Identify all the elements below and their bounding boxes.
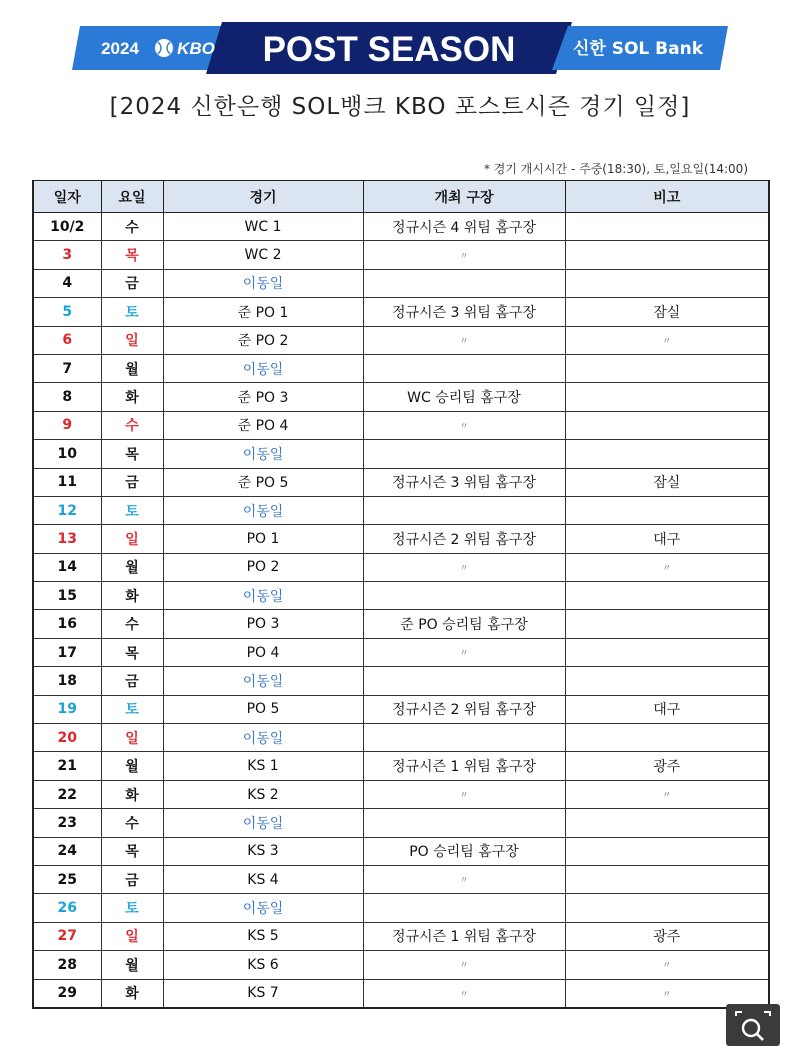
- table-row: [33, 298, 769, 326]
- game-cell: KS 6: [163, 951, 363, 979]
- day-cell: 수: [101, 610, 163, 638]
- table-row: [33, 610, 769, 638]
- day-cell: 월: [101, 752, 163, 780]
- game-cell: WC 1: [163, 213, 363, 241]
- table-row: [33, 440, 769, 468]
- note-cell: 〃: [565, 979, 769, 1008]
- date-cell: 6: [33, 326, 101, 354]
- date-cell: 4: [33, 269, 101, 297]
- venue-cell: 정규시즌 1 위팀 홈구장: [363, 922, 565, 950]
- day-cell: 금: [101, 865, 163, 893]
- note-cell: 대구: [565, 695, 769, 723]
- table-row: [33, 468, 769, 496]
- banner-year: 2024: [101, 39, 139, 58]
- date-cell: 16: [33, 610, 101, 638]
- day-cell: 토: [101, 894, 163, 922]
- venue-cell: 정규시즌 3 위팀 홈구장: [363, 468, 565, 496]
- note-cell: 〃: [565, 780, 769, 808]
- venue-cell: 정규시즌 3 위팀 홈구장: [363, 298, 565, 326]
- banner-title: POST SEASON: [262, 30, 516, 69]
- table-row: [33, 809, 769, 837]
- day-cell: 화: [101, 780, 163, 808]
- day-cell: 토: [101, 298, 163, 326]
- day-cell: 수: [101, 213, 163, 241]
- day-cell: 토: [101, 695, 163, 723]
- table-row: [33, 241, 769, 269]
- banner-sponsor: 신한 SOL Bank: [572, 39, 704, 59]
- schedule-subtitle: [2024 신한은행 SOL뱅크 KBO 포스트시즌 경기 일정]: [109, 94, 691, 120]
- table-row: [33, 894, 769, 922]
- note-cell: [565, 610, 769, 638]
- header-note: 비고: [565, 181, 769, 213]
- table-row: [33, 724, 769, 752]
- venue-cell: 〃: [363, 241, 565, 269]
- venue-cell: 〃: [363, 865, 565, 893]
- table-row: [33, 553, 769, 581]
- date-cell: 20: [33, 724, 101, 752]
- date-cell: 3: [33, 241, 101, 269]
- game-cell: KS 1: [163, 752, 363, 780]
- day-cell: 월: [101, 951, 163, 979]
- date-cell: 17: [33, 638, 101, 666]
- day-cell: 목: [101, 837, 163, 865]
- date-cell: 25: [33, 865, 101, 893]
- game-cell: 준 PO 1: [163, 298, 363, 326]
- note-cell: [565, 582, 769, 610]
- table-row: [33, 582, 769, 610]
- game-cell: 이동일: [163, 667, 363, 695]
- venue-cell: 〃: [363, 411, 565, 439]
- venue-cell: [363, 894, 565, 922]
- note-cell: [565, 724, 769, 752]
- table-row: [33, 383, 769, 411]
- note-cell: [565, 894, 769, 922]
- game-cell: 이동일: [163, 724, 363, 752]
- date-cell: 19: [33, 695, 101, 723]
- game-cell: PO 2: [163, 553, 363, 581]
- venue-cell: [363, 440, 565, 468]
- date-cell: 13: [33, 525, 101, 553]
- venue-cell: [363, 724, 565, 752]
- table-row: [33, 979, 769, 1008]
- day-cell: 목: [101, 440, 163, 468]
- schedule-table: [32, 180, 770, 1009]
- game-cell: KS 3: [163, 837, 363, 865]
- date-cell: 5: [33, 298, 101, 326]
- day-cell: 토: [101, 496, 163, 524]
- note-cell: [565, 213, 769, 241]
- game-cell: PO 1: [163, 525, 363, 553]
- day-cell: 화: [101, 383, 163, 411]
- day-cell: 일: [101, 326, 163, 354]
- day-cell: 월: [101, 553, 163, 581]
- game-cell: 준 PO 2: [163, 326, 363, 354]
- game-cell: 이동일: [163, 354, 363, 382]
- note-cell: [565, 865, 769, 893]
- game-cell: 준 PO 3: [163, 383, 363, 411]
- table-row: [33, 865, 769, 893]
- venue-cell: [363, 354, 565, 382]
- date-cell: 15: [33, 582, 101, 610]
- table-row: [33, 951, 769, 979]
- kbo-ball-icon: [155, 39, 173, 57]
- table-row: [33, 837, 769, 865]
- day-cell: 금: [101, 667, 163, 695]
- note-cell: 광주: [565, 922, 769, 950]
- game-cell: WC 2: [163, 241, 363, 269]
- venue-cell: 〃: [363, 951, 565, 979]
- date-cell: 18: [33, 667, 101, 695]
- game-cell: 이동일: [163, 809, 363, 837]
- table-row: [33, 213, 769, 241]
- day-cell: 화: [101, 979, 163, 1008]
- date-cell: 23: [33, 809, 101, 837]
- header-date: 일자: [33, 181, 101, 213]
- table-row: [33, 411, 769, 439]
- venue-cell: 정규시즌 1 위팀 홈구장: [363, 752, 565, 780]
- table-row: [33, 269, 769, 297]
- date-cell: 11: [33, 468, 101, 496]
- day-cell: 목: [101, 241, 163, 269]
- note-cell: 광주: [565, 752, 769, 780]
- table-row: [33, 695, 769, 723]
- date-cell: 21: [33, 752, 101, 780]
- game-cell: 이동일: [163, 894, 363, 922]
- day-cell: 수: [101, 411, 163, 439]
- table-row: [33, 667, 769, 695]
- game-cell: 준 PO 5: [163, 468, 363, 496]
- table-row: [33, 496, 769, 524]
- date-cell: 24: [33, 837, 101, 865]
- table-row: [33, 638, 769, 666]
- zoom-search-icon: [726, 1004, 780, 1046]
- venue-cell: [363, 269, 565, 297]
- venue-cell: [363, 582, 565, 610]
- game-cell: 이동일: [163, 440, 363, 468]
- table-header-row: [33, 181, 769, 213]
- table-row: [33, 326, 769, 354]
- note-cell: [565, 241, 769, 269]
- date-cell: 22: [33, 780, 101, 808]
- note-cell: 〃: [565, 951, 769, 979]
- note-cell: 〃: [565, 326, 769, 354]
- day-cell: 금: [101, 468, 163, 496]
- venue-cell: 정규시즌 2 위팀 홈구장: [363, 525, 565, 553]
- game-cell: KS 7: [163, 979, 363, 1008]
- venue-cell: 〃: [363, 780, 565, 808]
- day-cell: 일: [101, 525, 163, 553]
- note-cell: 잠실: [565, 468, 769, 496]
- venue-cell: [363, 667, 565, 695]
- note-cell: [565, 440, 769, 468]
- day-cell: 목: [101, 638, 163, 666]
- note-cell: [565, 638, 769, 666]
- game-cell: 이동일: [163, 582, 363, 610]
- header-venue: 개최 구장: [363, 181, 565, 213]
- game-cell: 이동일: [163, 496, 363, 524]
- venue-cell: [363, 809, 565, 837]
- table-row: [33, 780, 769, 808]
- venue-cell: 〃: [363, 553, 565, 581]
- date-cell: 10/2: [33, 213, 101, 241]
- game-cell: PO 3: [163, 610, 363, 638]
- venue-cell: 준 PO 승리팀 홈구장: [363, 610, 565, 638]
- note-cell: [565, 837, 769, 865]
- venue-cell: WC 승리팀 홈구장: [363, 383, 565, 411]
- date-cell: 9: [33, 411, 101, 439]
- date-cell: 29: [33, 979, 101, 1008]
- note-cell: [565, 411, 769, 439]
- note-cell: [565, 667, 769, 695]
- game-cell: PO 4: [163, 638, 363, 666]
- search-zoom-button[interactable]: [726, 1004, 780, 1046]
- note-cell: 대구: [565, 525, 769, 553]
- note-cell: [565, 496, 769, 524]
- table-row: [33, 525, 769, 553]
- venue-cell: 정규시즌 2 위팀 홈구장: [363, 695, 565, 723]
- day-cell: 화: [101, 582, 163, 610]
- note-cell: [565, 269, 769, 297]
- date-cell: 28: [33, 951, 101, 979]
- header-game: 경기: [163, 181, 363, 213]
- venue-cell: [363, 496, 565, 524]
- game-cell: 준 PO 4: [163, 411, 363, 439]
- venue-cell: 정규시즌 4 위팀 홈구장: [363, 213, 565, 241]
- date-cell: 26: [33, 894, 101, 922]
- day-cell: 일: [101, 922, 163, 950]
- date-cell: 27: [33, 922, 101, 950]
- note-cell: [565, 354, 769, 382]
- day-cell: 일: [101, 724, 163, 752]
- note-cell: [565, 383, 769, 411]
- day-cell: 금: [101, 269, 163, 297]
- venue-cell: 〃: [363, 638, 565, 666]
- post-season-banner: [72, 22, 728, 74]
- game-cell: PO 5: [163, 695, 363, 723]
- date-cell: 12: [33, 496, 101, 524]
- game-cell: KS 5: [163, 922, 363, 950]
- table-row: [33, 752, 769, 780]
- game-cell: KS 4: [163, 865, 363, 893]
- game-cell: KS 2: [163, 780, 363, 808]
- note-cell: 〃: [565, 553, 769, 581]
- venue-cell: 〃: [363, 326, 565, 354]
- day-cell: 월: [101, 354, 163, 382]
- note-cell: 잠실: [565, 298, 769, 326]
- date-cell: 10: [33, 440, 101, 468]
- date-cell: 8: [33, 383, 101, 411]
- banner-graphic: [72, 22, 728, 74]
- venue-cell: 〃: [363, 979, 565, 1008]
- day-cell: 수: [101, 809, 163, 837]
- date-cell: 7: [33, 354, 101, 382]
- table-row: [33, 922, 769, 950]
- date-cell: 14: [33, 553, 101, 581]
- table-row: [33, 354, 769, 382]
- game-cell: 이동일: [163, 269, 363, 297]
- banner-league: KBO: [177, 39, 215, 58]
- header-day: 요일: [101, 181, 163, 213]
- start-time-note: * 경기 개시시간 - 주중(18:30), 토,일요일(14:00): [483, 162, 748, 176]
- note-cell: [565, 809, 769, 837]
- venue-cell: PO 승리팀 홈구장: [363, 837, 565, 865]
